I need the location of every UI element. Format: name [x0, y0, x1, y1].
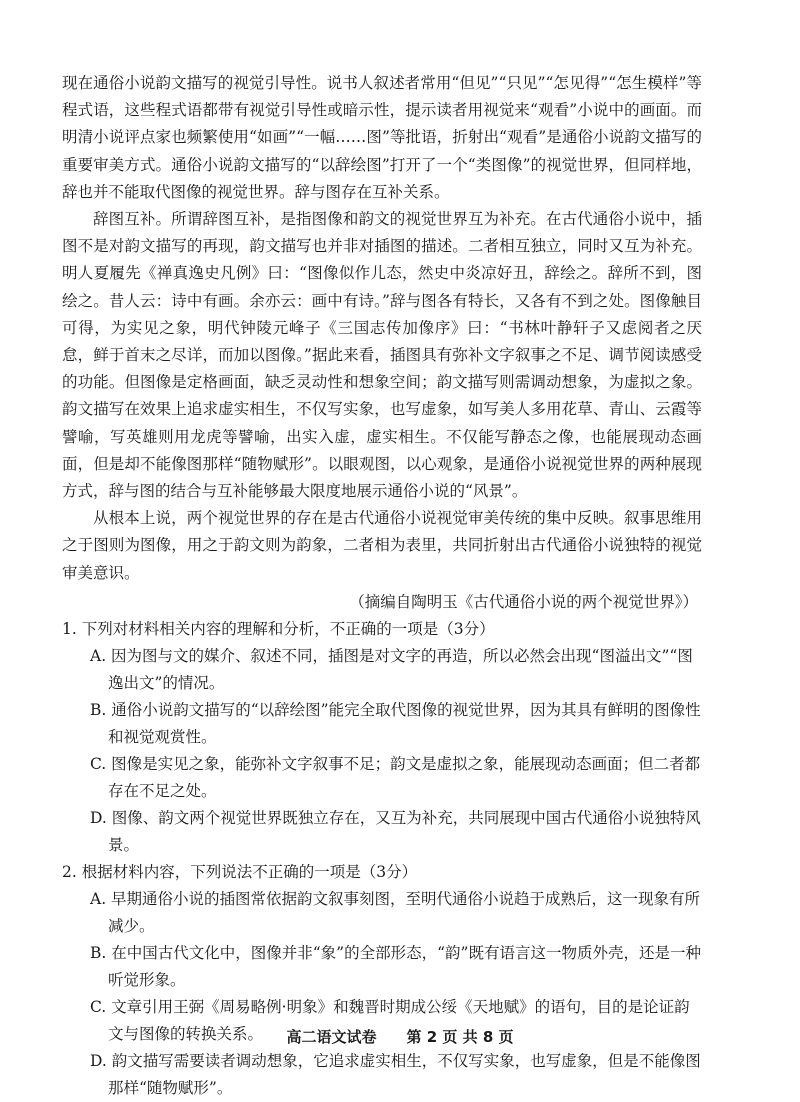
- question-1: [62, 616, 702, 859]
- page-content: [62, 70, 702, 1102]
- question-2-option-b: B. 在中国古代文化中，图像并非“象”的全部形态，“韵”既有语言这一物质外壳，还是一种听觉形象。: [90, 943, 701, 989]
- question-2-option-a: A. 早期通俗小说的插图常依据韵文叙事刻图，至明代通俗小说趋于成熟后，这一现象有所减少。: [90, 889, 701, 935]
- passage-source: （摘编自陶明玉《古代通俗小说的两个视觉世界》）: [349, 592, 698, 611]
- passage-paragraph-1: 现在通俗小说韵文描写的视觉引导性。说书人叙述者常用“但见”“只见”“怎见得”“怎生模样”等程式语，这些程式语都带有视觉引导性或暗示性，提示读者用视觉来“观看”小说中的画面。而明清小说评点家也频繁使用“如画”“一幅……图”等批语，折射出“观看”是通俗小说韵文描写的重要审美方式。通俗小说韵文描写的“以辞绘图”打开了一个“类图像”的视觉世界，但同样地，辞也并不能取代图像的视觉世界。辞与图存在互补关系。: [62, 74, 702, 201]
- question-2-option-d: D. 韵文描写需要读者调动想象，它追求虚实相生，不仅写实象，也写虚象，但是不能像图那样“随物赋形”。: [90, 1051, 701, 1097]
- question-2: [62, 859, 702, 1102]
- question-2-option-c: C. 文章引用王弼《周易略例·明象》和魏晋时期成公绥《天地赋》的语句，目的是论证韵文与图像的转换关系。: [90, 997, 690, 1043]
- page-footer: 高二语文试卷 第 2 页 共 8 页: [286, 1028, 514, 1046]
- question-1-option-c: C. 图像是实见之象，能弥补文字叙事不足；韵文是虚拟之象，能展现动态画面；但二者都存在不足之处。: [90, 754, 701, 800]
- passage-paragraph-3: 从根本上说，两个视觉世界的存在是古代通俗小说视觉审美传统的集中反映。叙事思维用之于图则为图像，用之于韵文则为韵象，二者相为表里，共同折射出古代通俗小说独特的视觉审美意识。: [62, 509, 702, 582]
- question-1-option-a: A. 因为图与文的媒介、叙述不同，插图是对文字的再造，所以必然会出现“图溢出文”“图逸出文”的情况。: [90, 646, 693, 692]
- question-2-options: [62, 886, 702, 1102]
- question-1-option-d: D. 图像、韵文两个视觉世界既独立存在，又互为补充，共同展现中国古代通俗小说独特风景。: [90, 808, 701, 854]
- question-1-stem: 1. 下列对材料相关内容的理解和分析，不正确的一项是（3分）: [62, 619, 495, 638]
- question-1-options: [62, 643, 702, 859]
- question-2-stem: 2. 根据材料内容，下列说法不正确的一项是（3分）: [62, 862, 418, 881]
- question-1-option-b: B. 通俗小说韵文描写的“以辞绘图”能完全取代图像的视觉世界，因为其具有鲜明的图像性和视觉观赏性。: [90, 700, 701, 746]
- passage-paragraph-2: 辞图互补。所谓辞图互补，是指图像和韵文的视觉世界互为补充。在古代通俗小说中，插图不是对韵文描写的再现，韵文描写也并非对插图的描述。二者相互独立，同时又互为补充。明人夏履先《禅真逸史凡例》曰：“图像似作儿态，然史中炎凉好丑，辞绘之。辞所不到，图绘之。昔人云：诗中有画。余亦云：画中有诗。”辞与图各有特长，又各有不到之处。图像触目可得，为实见之象，明代钟陵元峰子《三国志传加像序》曰：“书林叶静轩子又虑阅者之厌怠，鲜于首末之尽详，而加以图像。”据此来看，插图具有弥补文字叙事之不足、调节阅读感受的功能。但图像是定格画面，缺乏灵动性和想象空间；韵文描写则需调动想象，为虚拟之象。韵文描写在效果上追求虚实相生，不仅写实象，也写虚象，如写美人多用花草、青山、云霞等譬喻，写英雄则用龙虎等譬喻，出实入虚，虚实相生。不仅能写静态之像，也能展现动态画面，但是却不能像图那样“随物赋形”。以眼观图，以心观象，是通俗小说视觉世界的两种展现方式，辞与图的结合与互补能够最大限度地展示通俗小说的“风景”。: [62, 210, 702, 501]
